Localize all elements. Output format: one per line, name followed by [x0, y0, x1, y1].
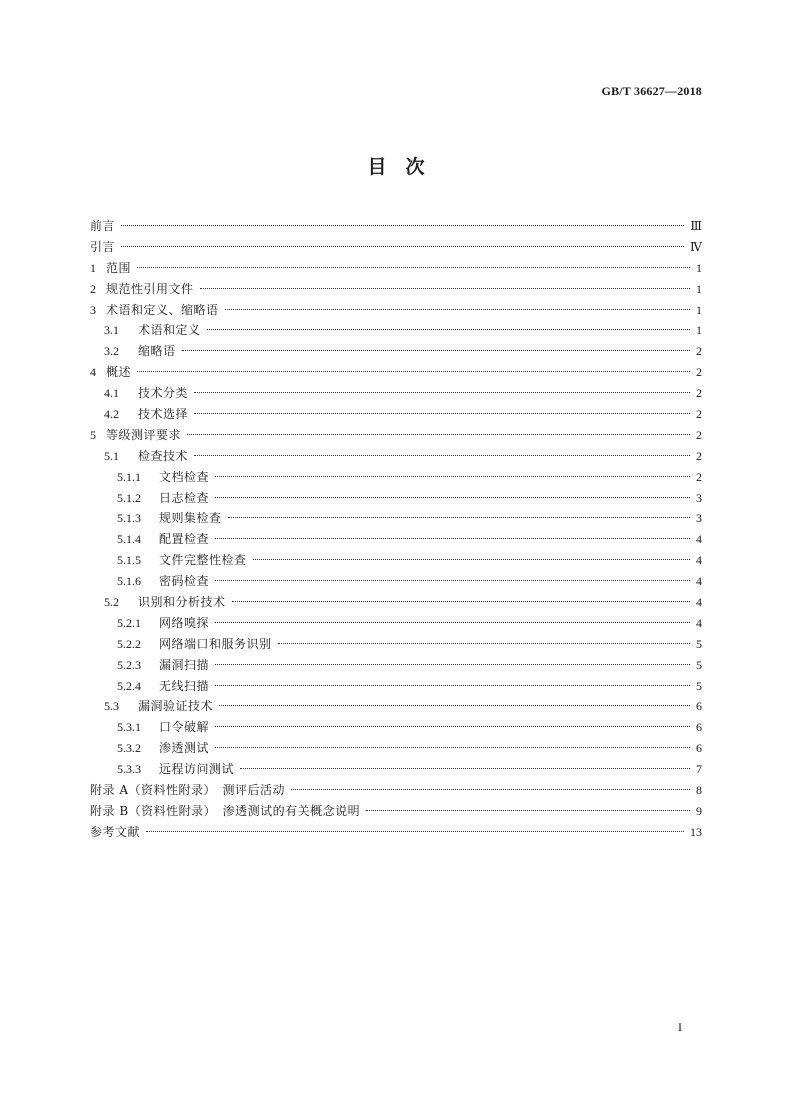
toc-entry-label — [117, 676, 209, 697]
toc-entry-label — [117, 467, 209, 488]
toc-entry-label — [117, 529, 209, 550]
toc-entry-label — [104, 404, 188, 425]
toc-entry-number: 5.3.2 — [117, 741, 141, 756]
toc-entry-page: 2 — [696, 365, 702, 380]
toc-entry-number: 5.1.4 — [117, 532, 141, 547]
toc-entry-title: 前言 — [90, 219, 116, 233]
toc-entry-page: 9 — [696, 803, 702, 818]
toc-dot-leader — [187, 434, 690, 435]
toc-dot-leader — [253, 559, 690, 560]
toc-entry-label — [90, 780, 285, 801]
toc-entry-label — [90, 216, 115, 237]
toc-entry[interactable] — [90, 696, 702, 717]
toc-entry[interactable] — [90, 425, 702, 446]
toc-entry-title: 等级测评要求 — [106, 427, 182, 442]
toc-dot-leader — [200, 288, 690, 289]
toc-entry-page: 2 — [696, 407, 702, 422]
toc-entry-title: 无线扫描 — [159, 678, 210, 693]
toc-dot-leader — [182, 350, 690, 351]
toc-entry-title: 术语和定义、缩略语 — [106, 302, 219, 317]
toc-dot-leader — [121, 246, 684, 247]
toc-dot-leader — [146, 831, 684, 832]
toc-entry-title: 参考文献 — [90, 824, 141, 839]
toc-entry[interactable] — [90, 738, 702, 759]
toc-entry-page: 2 — [696, 427, 702, 442]
toc-entry-label — [104, 341, 176, 362]
toc-entry-number: 5.3 — [104, 699, 119, 714]
toc-entry[interactable] — [90, 508, 702, 529]
toc-entry-label — [117, 613, 209, 634]
toc-entry-label — [104, 696, 213, 717]
toc-dot-leader — [366, 810, 690, 811]
toc-entry[interactable] — [90, 216, 702, 237]
toc-entry-title: 缩略语 — [138, 344, 176, 359]
toc-dot-leader — [215, 664, 690, 665]
toc-entry-page: Ⅲ — [690, 219, 702, 233]
toc-entry[interactable] — [90, 341, 702, 362]
toc-entry-label — [104, 592, 226, 613]
toc-entry-page: 2 — [696, 469, 702, 484]
toc-entry[interactable] — [90, 550, 702, 571]
toc-entry-page: 8 — [696, 783, 702, 798]
toc-entry[interactable] — [90, 467, 702, 488]
toc-entry-page: 13 — [690, 824, 702, 839]
toc-entry[interactable] — [90, 320, 702, 341]
toc-dot-leader — [121, 225, 684, 226]
toc-entry-title: 附录 A（资料性附录） 测评后活动 — [90, 783, 285, 798]
toc-dot-leader — [137, 267, 690, 268]
toc-entry-number: 5.1.5 — [117, 553, 141, 568]
toc-entry-title: 术语和定义 — [138, 323, 201, 338]
toc-entry-number: 4 — [90, 365, 96, 380]
toc-dot-leader — [137, 371, 690, 372]
toc-entry-title: 网络嗅探 — [159, 615, 210, 630]
toc-entry[interactable] — [90, 592, 702, 613]
toc-dot-leader — [194, 455, 690, 456]
toc-dot-leader — [194, 413, 690, 414]
toc-entry-label — [104, 320, 201, 341]
toc-entry-number: 5.2.3 — [117, 657, 141, 672]
toc-entry-page: Ⅳ — [690, 239, 702, 254]
toc-entry[interactable] — [90, 300, 702, 321]
toc-entry-page: 3 — [696, 511, 702, 526]
toc-dot-leader — [215, 622, 690, 623]
toc-entry-number: 5.1 — [104, 448, 119, 463]
toc-entry-page: 1 — [696, 302, 702, 317]
toc-entry-page: 2 — [696, 386, 702, 401]
toc-entry-label — [117, 488, 209, 509]
toc-dot-leader — [225, 309, 690, 310]
toc-dot-leader — [232, 601, 690, 602]
toc-dot-leader — [215, 747, 690, 748]
toc-entry-title: 规范性引用文件 — [106, 281, 194, 296]
toc-entry-page: 2 — [696, 344, 702, 359]
toc-entry-number: 5.2 — [104, 595, 119, 610]
toc-entry[interactable] — [90, 258, 702, 279]
toc-entry-title: 规则集检查 — [159, 511, 222, 526]
toc-entry-page: 5 — [696, 678, 702, 693]
toc-entry-page: 5 — [696, 636, 702, 651]
toc-dot-leader — [215, 726, 690, 727]
toc-entry-title: 口令破解 — [159, 720, 210, 735]
toc-entry-page: 1 — [696, 281, 702, 296]
toc-entry-title: 渗透测试 — [159, 741, 210, 756]
toc-entry-number: 4.1 — [104, 386, 119, 401]
toc-entry-page: 3 — [696, 490, 702, 505]
toc-entry-page: 6 — [696, 720, 702, 735]
toc-entry-number: 3.1 — [104, 323, 119, 338]
toc-entry-number: 2 — [90, 281, 96, 296]
toc-entry-title: 漏洞扫描 — [159, 657, 210, 672]
toc-entry-label — [90, 279, 194, 300]
toc-entry-label — [117, 508, 222, 529]
toc-dot-leader — [215, 476, 690, 477]
toc-entry-page: 7 — [696, 762, 702, 777]
toc-entry-number: 5.2.4 — [117, 678, 141, 693]
toc-dot-leader — [228, 517, 690, 518]
toc-dot-leader — [207, 329, 690, 330]
toc-entry-label — [104, 446, 188, 467]
toc-entry[interactable] — [90, 446, 702, 467]
toc-entry-label — [90, 237, 115, 258]
toc-entry-number: 5.2.1 — [117, 615, 141, 630]
toc-entry[interactable] — [90, 571, 702, 592]
toc-entry-number: 1 — [90, 260, 96, 275]
toc-entry-label — [90, 258, 131, 279]
toc-entry-number: 3 — [90, 302, 96, 317]
toc-entry-title: 远程访问测试 — [159, 762, 235, 777]
toc-entry-number: 4.2 — [104, 407, 119, 422]
toc-entry[interactable] — [90, 362, 702, 383]
toc-entry-number: 5.3.1 — [117, 720, 141, 735]
toc-entry-page: 6 — [696, 741, 702, 756]
toc-entry-title: 文档检查 — [159, 469, 210, 484]
toc-entry-title: 文件完整性检查 — [159, 553, 247, 568]
toc-entry-page: 5 — [696, 657, 702, 672]
toc-dot-leader — [215, 685, 690, 686]
toc-entry-page: 4 — [696, 615, 702, 630]
toc-entry[interactable] — [90, 676, 702, 697]
toc-entry-title: 技术选择 — [138, 407, 189, 422]
toc-entry-label — [117, 634, 272, 655]
toc-entry-number: 5.2.2 — [117, 636, 141, 651]
toc-entry-title: 引言 — [90, 239, 116, 254]
toc-entry[interactable] — [90, 488, 702, 509]
toc-entry[interactable] — [90, 529, 702, 550]
toc-entry-page: 1 — [696, 260, 702, 275]
toc-dot-leader — [215, 580, 690, 581]
toc-entry-title: 日志检查 — [159, 490, 210, 505]
toc-entry-title: 漏洞验证技术 — [138, 699, 214, 714]
toc-entry[interactable] — [90, 759, 702, 780]
toc-entry-title: 附录 B（资料性附录） 渗透测试的有关概念说明 — [90, 803, 361, 818]
toc-entry[interactable] — [90, 383, 702, 404]
toc-entry-label — [117, 655, 209, 676]
toc-entry[interactable] — [90, 655, 702, 676]
toc-entry-number: 3.2 — [104, 344, 119, 359]
toc-dot-leader — [215, 538, 690, 539]
toc-entry-page: 1 — [696, 323, 702, 338]
toc-dot-leader — [240, 768, 690, 769]
toc-entry-number: 5.1.1 — [117, 469, 141, 484]
toc-dot-leader — [291, 789, 690, 790]
toc-entry-title: 检查技术 — [138, 448, 189, 463]
toc-entry-label — [117, 550, 247, 571]
toc-entry-label — [117, 571, 209, 592]
toc-entry-label — [90, 300, 219, 321]
toc-entry-title: 概述 — [106, 365, 132, 380]
toc-entry[interactable] — [90, 237, 702, 258]
toc-entry-number: 5.3.3 — [117, 762, 141, 777]
toc-entry-label — [90, 822, 140, 843]
toc-entry[interactable] — [90, 780, 702, 801]
toc-entry-title: 密码检查 — [159, 574, 210, 589]
standard-code: GB/T 36627—2018 — [601, 84, 702, 98]
toc-entry[interactable] — [90, 634, 702, 655]
toc-entry-label — [90, 801, 360, 822]
toc-entry-label — [117, 759, 234, 780]
toc-entry[interactable] — [90, 801, 702, 822]
toc-entry-number: 5 — [90, 427, 96, 442]
toc-entry-page: 4 — [696, 553, 702, 568]
page-number: I — [678, 1020, 682, 1034]
toc-entry-label — [90, 425, 181, 446]
toc-entry[interactable] — [90, 717, 702, 738]
toc-entry-page: 6 — [696, 699, 702, 714]
toc-entry-number: 5.1.6 — [117, 574, 141, 589]
toc-entry[interactable] — [90, 613, 702, 634]
toc-dot-leader — [215, 497, 690, 498]
toc-entry-title: 配置检查 — [159, 532, 210, 547]
toc-entry[interactable] — [90, 279, 702, 300]
toc-entry-title: 范围 — [106, 260, 132, 275]
toc-entry-title: 网络端口和服务识别 — [159, 636, 272, 651]
toc-entry-label — [117, 717, 209, 738]
toc-dot-leader — [219, 705, 690, 706]
toc-entry-page: 4 — [696, 595, 702, 610]
toc-dot-leader — [194, 392, 690, 393]
toc-entry-page: 4 — [696, 532, 702, 547]
toc-entry-number: 5.1.2 — [117, 490, 141, 505]
table-of-contents — [90, 216, 702, 843]
toc-entry-label — [104, 383, 188, 404]
page-title: 目 次 — [367, 156, 425, 178]
toc-entry-page: 4 — [696, 574, 702, 589]
toc-entry-label — [117, 738, 209, 759]
toc-entry-title: 识别和分析技术 — [138, 595, 226, 610]
toc-dot-leader — [278, 643, 690, 644]
toc-entry[interactable] — [90, 822, 702, 843]
toc-entry-label — [90, 362, 131, 383]
toc-entry-number: 5.1.3 — [117, 511, 141, 526]
toc-entry-page: 2 — [696, 448, 702, 463]
toc-entry-title: 技术分类 — [138, 386, 189, 401]
toc-entry[interactable] — [90, 404, 702, 425]
